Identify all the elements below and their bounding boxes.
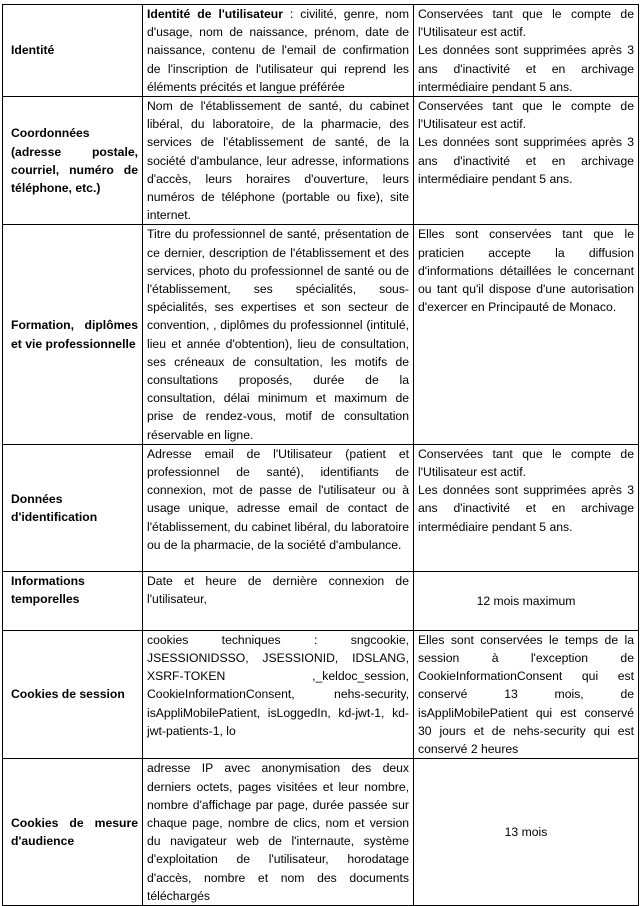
row-retention (414, 759, 639, 906)
row-data-description: Nom de l'établissement de santé, du cabinet libéral, du laboratoire, de la pharmacie, des services de l'établissement de santé, de la société d'ambulance, leur adresse, informations d'accès, leurs horaires d'ouverture, leurs numéros de téléphone (portable ou fixe), site internet. (143, 97, 414, 225)
retention-line: Conservées tant que le compte de l'Utilisateur est actif. (418, 7, 634, 40)
row-category: Cookies de mesure d'audience (3, 759, 143, 906)
row-data-description (143, 5, 414, 97)
retention-line: Les données sont supprimées après 3 ans d'inactivité et en archivage intermédiaire pendant 5 ans. (418, 483, 634, 534)
row-category: Informations temporelles (3, 571, 143, 630)
row-category: Formation, diplômes et vie professionnelle (3, 225, 143, 444)
retention-line: Conservées tant que le compte de l'Utilisateur est actif. (418, 446, 634, 480)
row-category: Données d'identification (3, 444, 143, 571)
retention-line: Les données sont supprimées après 3 ans d'inactivité et en archivage intermédiaire pendant 5 ans. (418, 135, 634, 186)
row-data-description: Date et heure de dernière connexion de l'utilisateur, (143, 571, 414, 630)
table-row (3, 5, 639, 97)
retention-line: Conservées tant que le compte de l'Utilisateur est actif. (418, 99, 634, 132)
table-row (3, 97, 639, 225)
retention-line: Elles sont conservées tant que le praticien accepte la diffusion d'informations détaillées le concernant ou tant qu'il dispose d'une autorisation d'exercer en Principauté de Monaco. (418, 227, 634, 315)
row-data-description: Adresse email de l'Utilisateur (patient et professionnel de santé), identifiants de connexion, mot de passe de l'utilisateur ou à usage unique, adresse email de contact de l'établissement, du cabinet libéral, du laboratoire ou de la pharmacie, de la société d'ambulance. (143, 444, 414, 571)
row-data-description: adresse IP avec anonymisation des deux derniers octets, pages visitées et leur nombre, nombre d'affichage par page, durée passée sur chaque page, nombre de clics, nom et version du navigateur web de l'internaute, système d'exploitation de l'utilisateur, horodatage d'accès, nombre et nom des documents téléchargés (143, 759, 414, 906)
table-row (3, 225, 639, 444)
row-retention (414, 630, 639, 758)
data-retention-table (2, 4, 639, 906)
retention-line: 12 mois maximum (476, 593, 576, 608)
table-row (3, 444, 639, 571)
row-data-bold-label: Identité de l'utilisateur (147, 7, 283, 21)
row-retention (414, 571, 639, 630)
row-retention (414, 5, 639, 97)
row-category: Identité (3, 5, 143, 97)
retention-line: Elles sont conservées le temps de la session à l'exception de CookieInformationConsent qui est conservé 13 mois, de isAppliMobilePatient qui est conservé 30 jours et de nehs-security qui est conservé 2 heures (418, 632, 634, 757)
table-row (3, 630, 639, 758)
row-data-text: : civilité, genre, nom d'usage, nom de naissance, prénom, date de naissance, contenu de l'email de confirmation de l'inscription de l'utilisateur qui reprend les éléments précités et langue préférée (147, 7, 409, 94)
row-category: Cookies de session (3, 630, 143, 758)
retention-line: Les données sont supprimées après 3 ans d'inactivité et en archivage intermédiaire pendant 5 ans. (418, 43, 634, 94)
row-retention (414, 444, 639, 571)
row-category: Coordonnées (adresse postale, courriel, numéro de téléphone, etc.) (3, 97, 143, 225)
table-row (3, 571, 639, 630)
row-data-description: Titre du professionnel de santé, présentation de ce dernier, description de l'établissement et des services, photo du professionnel de santé ou de l'établissement, ses spécialités, sous-spécialités, ses expertises et son secteur de convention, , diplômes du professionnel (intitulé, lieu et année d'obtention), lieu de consultation, ses créneaux de consultation, les motifs de consultations proposés, durée de la consultation, délai minimum et maximum de prise de rendez-vous, motif de consultation réservable en ligne. (143, 225, 414, 444)
row-retention (414, 97, 639, 225)
retention-line: 13 mois (504, 825, 548, 839)
row-data-description: cookies techniques : sngcookie, JSESSIONIDSSO, JSESSIONID, IDSLANG, XSRF-TOKEN ,_keldoc_session, CookieInformationConsent, nehs-security, isAppliMobilePatient, isLoggedIn, kd-jwt-1, kd-jwt-patients-1, lo (143, 630, 414, 758)
table-row (3, 759, 639, 906)
row-retention (414, 225, 639, 444)
